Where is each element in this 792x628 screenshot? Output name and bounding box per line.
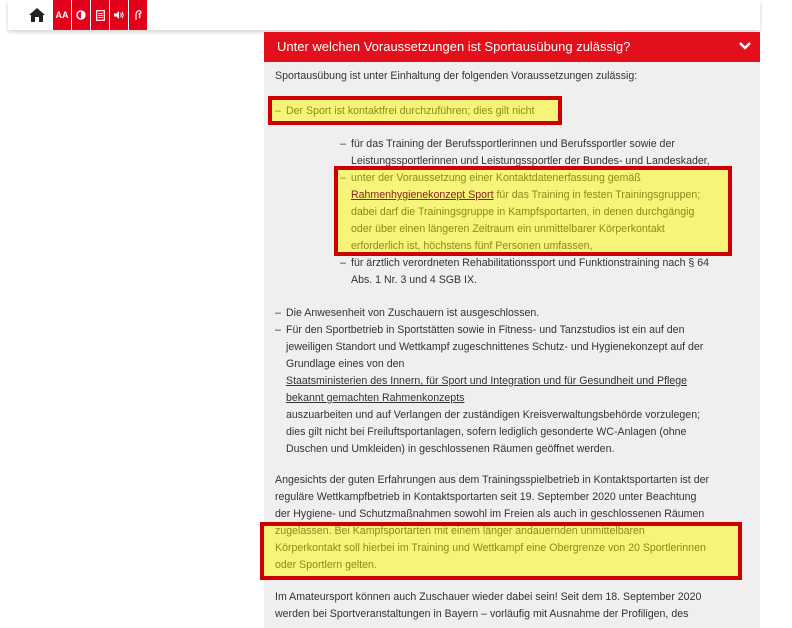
paragraph-competition-line4: zugelassen. Bei Kampfsportarten mit einem länger andauernden unmittelbaren bbox=[275, 525, 645, 537]
paragraph-competition-line5: Körperkontakt soll hierbei im Training und Wettkampf eine Obergrenze von 20 Sportlerinnen bbox=[275, 542, 706, 554]
sub-item-contact-tracing-line4: oder über einen längeren Zeitraum ein unmittelbarer Körperkontakt bbox=[351, 223, 665, 235]
paragraph-amateur: Im Amateursport können auch Zuschauer wieder dabei sein! Seit dem 18. September 2020 bbox=[275, 591, 702, 603]
sub-item-rehab-cont: Abs. 1 Nr. 3 und 4 SGB IX. bbox=[351, 274, 478, 286]
staatsministerien-link[interactable]: Staatsministerien des Innern, für Sport und Integration und für Gesundheit und Pflege bbox=[286, 375, 688, 387]
rahmenkonzept-link[interactable]: bekannt gemachten Rahmenkonzepts bbox=[286, 392, 465, 404]
contrast-icon bbox=[76, 10, 86, 20]
sign-language-icon bbox=[133, 9, 143, 21]
paragraph-amateur-line2: werden bei Sportveranstaltungen in Bayern – vorläufig mit Ausnahme der Profiligen, des bbox=[275, 608, 689, 620]
read-aloud-button[interactable] bbox=[110, 0, 129, 30]
home-icon bbox=[28, 7, 46, 23]
list-item-hygiene: Für den Sportbetrieb in Sportstätten sowie in Fitness- und Tanzstudios ist ein auf den bbox=[286, 324, 685, 336]
contrast-button[interactable] bbox=[72, 0, 91, 30]
sub-item-contact-tracing-line3: dabei darf die Trainingsgruppe in Kampfsportarten, in denen durchgängig bbox=[351, 206, 695, 218]
rahmenhygienekonzept-link[interactable]: Rahmenhygienekonzept Sport bbox=[351, 189, 494, 201]
sub-item-contact-tracing-line5: erforderlich ist, höchstens fünf Personen umfassen, bbox=[351, 240, 593, 252]
list-dash: – bbox=[275, 307, 281, 319]
list-dash: – bbox=[275, 105, 281, 117]
list-item-hygiene-line5: dies gilt nicht bei Freiluftsportanlagen, sofern lediglich gesonderte WC-Anlagen (ohne bbox=[286, 426, 687, 438]
list-dash: – bbox=[340, 257, 346, 269]
sub-item-contact-tracing: unter der Voraussetzung einer Kontaktdatenerfassung gemäß bbox=[351, 172, 641, 184]
accordion-title: Unter welchen Voraussetzungen ist Sportausübung zulässig? bbox=[277, 39, 631, 54]
audio-icon bbox=[113, 10, 125, 20]
sub-item-professionals-cont: Leistungssportlerinnen und Leistungssportler der Bundes- und Landeskader, bbox=[351, 155, 710, 167]
list-item-hygiene-line6: Duschen und Umkleiden) in geschlossenen Räumen geöffnet werden. bbox=[286, 443, 615, 455]
document-icon bbox=[96, 10, 105, 21]
list-item-contactfree: Der Sport ist kontaktfrei durchzuführen; dies gilt nicht bbox=[286, 105, 535, 117]
list-item-hygiene-line4: auszuarbeiten und auf Verlangen der zuständigen Kreisverwaltungsbehörde vorzulegen; bbox=[286, 409, 701, 421]
list-item-hygiene-line3: Grundlage eines von den bbox=[286, 358, 405, 370]
content-column bbox=[264, 32, 760, 628]
sub-item-rehab: für ärztlich verordneten Rehabilitationssport und Funktionstraining nach § 64 bbox=[351, 257, 710, 269]
font-size-icon: AA bbox=[55, 10, 69, 20]
paragraph-competition-line3: der Hygiene- und Schutzmaßnahmen sowohl im Freien als auch in geschlossenen Räumen bbox=[275, 508, 705, 520]
accessibility-toolbar bbox=[8, 0, 760, 30]
list-dash: – bbox=[340, 172, 346, 184]
sub-item-contact-tracing-line2: Rahmenhygienekonzept Sport für das Training in festen Trainingsgruppen; bbox=[351, 189, 701, 201]
sub-item-professionals: für das Training der Berufssportlerinnen und Berufssportler sowie der bbox=[351, 138, 675, 150]
accordion-header[interactable] bbox=[264, 32, 760, 62]
paragraph-competition-line2: reguläre Wettkampfbetrieb in Kontaktsportarten seit 19. September 2020 unter Beachtung bbox=[275, 491, 697, 503]
list-dash: – bbox=[340, 138, 346, 150]
easy-language-button[interactable] bbox=[91, 0, 110, 30]
paragraph-competition: Angesichts der guten Erfahrungen aus dem Trainingsspielbetrieb in Kontaktsportarten ist der bbox=[275, 474, 710, 486]
home-button[interactable] bbox=[18, 4, 56, 26]
intro-text: Sportausübung ist unter Einhaltung der folgenden Voraussetzungen zulässig: bbox=[275, 70, 638, 82]
chevron-down-icon bbox=[738, 39, 752, 53]
font-size-button[interactable] bbox=[53, 0, 72, 30]
list-item-hygiene-line2: jeweiligen Standort und Wettkampf zugeschnittenes Schutz- und Hygienekonzept auf der bbox=[286, 341, 704, 353]
sign-language-button[interactable] bbox=[129, 0, 148, 30]
list-item-spectators: Die Anwesenheit von Zuschauern ist ausgeschlossen. bbox=[286, 307, 540, 319]
paragraph-competition-line6: oder Sportlern gelten. bbox=[275, 559, 377, 571]
list-dash: – bbox=[275, 324, 281, 336]
